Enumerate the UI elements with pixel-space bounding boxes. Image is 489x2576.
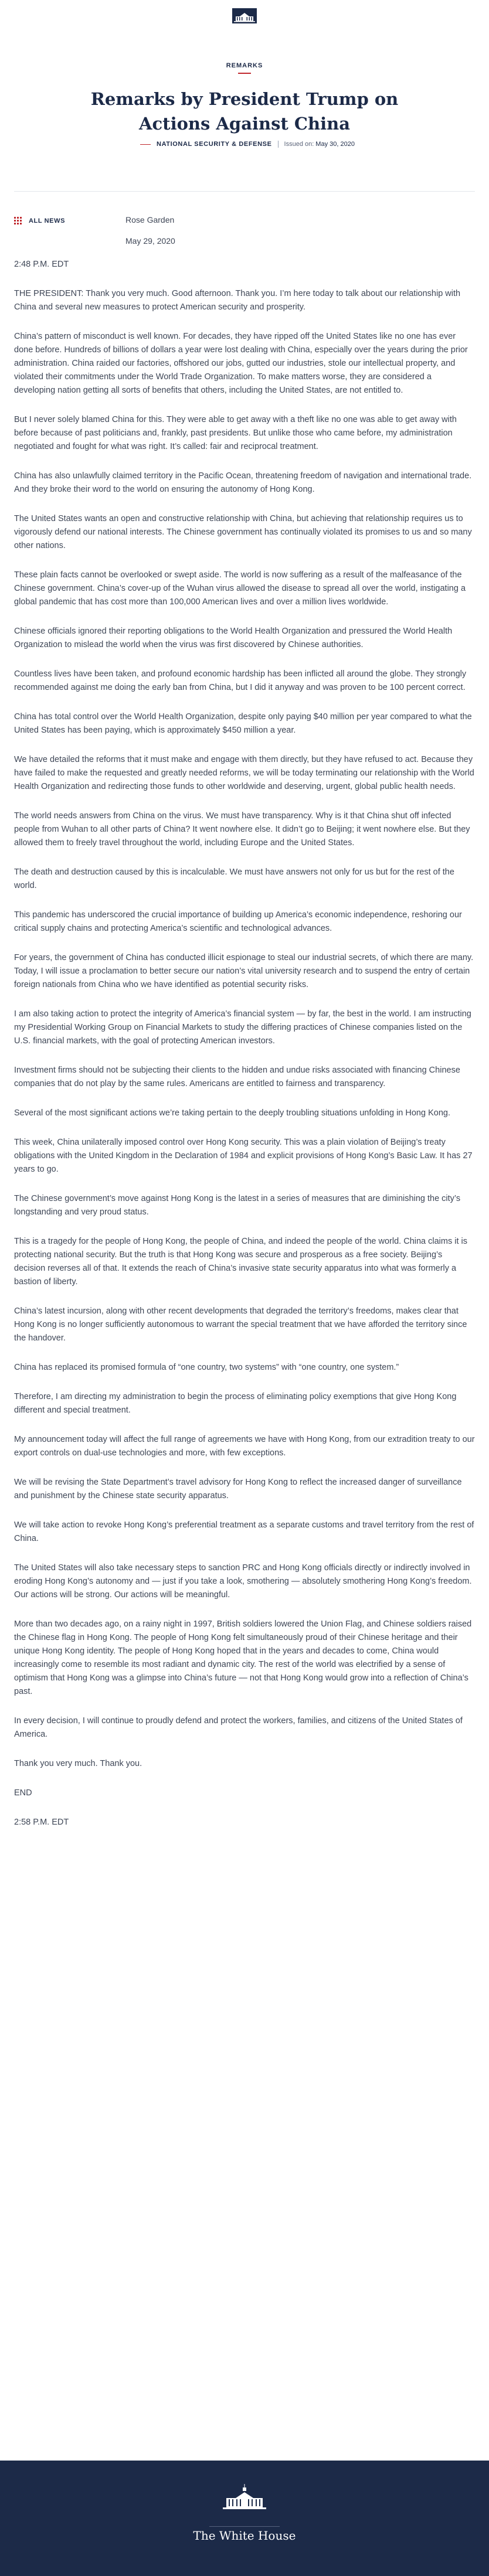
paragraph: We will take action to revoke Hong Kong’s preferential treatment as a separate customs and travel territory from the rest of China. bbox=[14, 1520, 474, 1543]
issued-date: May 30, 2020 bbox=[315, 141, 355, 148]
footer-site-name[interactable]: The White House bbox=[193, 2529, 296, 2543]
issued-label: Issued on: bbox=[284, 141, 314, 148]
footer-rule bbox=[209, 2526, 280, 2527]
article-body bbox=[14, 258, 475, 1845]
paragraph: These plain facts cannot be overlooked or swept aside. The world is now suffering as a result of the malfeasance of the Chinese government. China’s cover-up of the Wuhan virus allowed the disease to spread all over the world, instigating a global pandemic that has cost more than 100,000 American lives and over a million lives worldwide. bbox=[14, 570, 466, 607]
paragraph: China has also unlawfully claimed territory in the Pacific Ocean, threatening freedom of navigation and international trade. And they broke their word to the world on ensuring the autonomy of Hong Kong. bbox=[14, 471, 472, 494]
paragraph: China’s pattern of misconduct is well known. For decades, they have ripped off the United States like no one has ever done before. Hundreds of billions of dollars a year were lost dealing with China, especially over the years during the prior administration. China raided our factories, offshored our jobs, gutted our industries, stole our intellectual property, and violated their commitments under the World Trade Organization. To make matters worse, they are considered a developing nation getting all sorts of benefits that others, including the United States, are not entitled to. bbox=[14, 332, 468, 395]
paragraph: Countless lives have been taken, and profound economic hardship has been inflicted all around the globe. They strongly recommended against me doing the early ban from China, but I did it anyway and was proven to be 100 percent correct. bbox=[14, 669, 467, 692]
page-title: Remarks by President Trump on Actions Against China bbox=[90, 89, 399, 134]
paragraph: This is a tragedy for the people of Hong Kong, the people of China, and indeed the people of the world. China claims it is protecting national security. But the truth is that Hong Kong was secure and prosperous as a free society. Beijing’s decision reverses all of that. It extends the reach of China’s invasive state security apparatus into what was formerly a bastion of liberty. bbox=[14, 1237, 468, 1287]
end-time: 2:58 P.M. EDT bbox=[14, 1818, 69, 1827]
paragraph: This week, China unilaterally imposed control over Hong Kong security. This was a plain violation of Beijing’s treaty obligations with the United Kingdom in the Declaration of 1984 and explicit provisions of Hong Kong’s Basic Law. It has 27 years to go. bbox=[14, 1138, 473, 1174]
white-house-logo-icon[interactable] bbox=[232, 8, 257, 23]
all-news-label: ALL NEWS bbox=[29, 217, 66, 224]
paragraph: But I never solely blamed China for this. They were able to get away with a theft like no one was able to get away with before because of past politicians and, frankly, past presidents. But unlike those who came before, my administration negotiated and fought for what was right. It’s called: fair and reciprocal treatment. bbox=[14, 415, 457, 451]
meta-dash-left bbox=[140, 144, 151, 145]
paragraph: My announcement today will affect the full range of agreements we have with Hong Kong, from our extradition treaty to our export controls on dual-use technologies and more, with few exceptions. bbox=[14, 1435, 475, 1458]
kicker-underline bbox=[238, 73, 251, 74]
paragraph: Thank you very much. Thank you. bbox=[14, 1759, 142, 1768]
divider bbox=[14, 191, 475, 192]
paragraph: END bbox=[14, 1788, 32, 1798]
location-line: Rose Garden bbox=[125, 215, 175, 224]
paragraph: For years, the government of China has conducted illicit espionage to steal our industrial secrets, of which there are many. Today, I will issue a proclamation to better secure our nation’s vital university research and to suspend the entry of certain foreign nationals from China who we have identified as potential security risks. bbox=[14, 953, 474, 989]
paragraph: China has total control over the World Health Organization, despite only paying $40 million per year compared to what the United States has been paying, which is approximately $450 million a year. bbox=[14, 712, 472, 735]
date-line: May 29, 2020 bbox=[125, 236, 175, 246]
article-type-kicker[interactable]: REMARKS bbox=[226, 62, 263, 69]
site-footer bbox=[0, 2461, 489, 2576]
paragraph: We will be revising the State Department’s travel advisory for Hong Kong to reflect the increased danger of surveillance and punishment by the Chinese state security apparatus. bbox=[14, 1478, 462, 1500]
paragraph: Chinese officials ignored their reporting obligations to the World Health Organization and pressured the World Health Organization to mislead the world when the virus was first discovered by Chinese authorities. bbox=[14, 627, 453, 649]
white-house-icon[interactable] bbox=[220, 2484, 269, 2512]
paragraph: More than two decades ago, on a rainy night in 1997, British soldiers lowered the Union Flag, and Chinese soldiers raised the Chinese flag in Hong Kong. The people of Hong Kong felt simultaneously proud of their Chinese heritage and their unique Hong Kong identity. The people of Hong Kong hoped that in the years and decades to come, China would increasingly come to resemble its most radiant and dynamic city. The rest of the world was electrified by a sense of optimism that Hong Kong was a glimpse into China’s future — not that Hong Kong would grow into a reflection of China’s past. bbox=[14, 1619, 472, 1696]
paragraph: This pandemic has underscored the crucial importance of building up America’s economic independence, reshoring our critical supply chains and protecting America’s scientific and technological advances. bbox=[14, 910, 462, 933]
paragraph: We have detailed the reforms that it must make and engage with them directly, but they have refused to act. Because they have failed to make the requested and greatly needed reforms, we will be today terminating our relationship with the World Health Organization and redirecting those funds to other worldwide and deserving, urgent, global public health needs. bbox=[14, 755, 474, 791]
paragraph: China has replaced its promised formula of “one country, two systems” with “one country, one system.” bbox=[14, 1363, 399, 1372]
paragraph: China’s latest incursion, along with other recent developments that degraded the territory’s freedoms, makes clear that Hong Kong is no longer sufficiently autonomous to warrant the special treatment that we have afforded the territory since the handover. bbox=[14, 1306, 467, 1343]
paragraph: THE PRESIDENT: Thank you very much. Good afternoon. Thank you. I’m here today to talk about our relationship with China and several new measures to protect American security and prosperity. bbox=[14, 289, 461, 312]
paragraph: In every decision, I will continue to proudly defend and protect the workers, families, and citizens of the United States of America. bbox=[14, 1716, 463, 1739]
paragraph: Investment firms should not be subjecting their clients to the hidden and undue risks associated with financing Chinese companies that do not play by the same rules. Americans are entitled to fairness and transparency. bbox=[14, 1066, 460, 1088]
grid-icon bbox=[14, 217, 22, 224]
paragraph: Several of the most significant actions we’re taking pertain to the deeply troubling situations unfolding in Hong Kong. bbox=[14, 1108, 450, 1118]
paragraph: The death and destruction caused by this is incalculable. We must have answers not only for us but for the rest of the world. bbox=[14, 867, 454, 890]
paragraph: Therefore, I am directing my administration to begin the process of eliminating policy exemptions that give Hong Kong different and special treatment. bbox=[14, 1392, 457, 1415]
paragraph: The United States wants an open and constructive relationship with China, but achieving that relationship requires us to vigorously defend our national interests. The Chinese government has continually violated its promises to us and so many other nations. bbox=[14, 514, 472, 550]
paragraph: The United States will also take necessary steps to sanction PRC and Hong Kong officials directly or indirectly involved in eroding Hong Kong’s autonomy and — just if you take a look, smothering — absolutely smothering Hong Kong’s freedom. Our actions will be strong. Our actions will be meaningful. bbox=[14, 1563, 472, 1600]
all-news-link[interactable] bbox=[14, 217, 65, 224]
article-meta bbox=[0, 139, 489, 149]
paragraph: The world needs answers from China on the virus. We must have transparency. Why is it that China shut off infected people from Wuhan to all other parts of China? It went nowhere else. It didn’t go to Beijing; it went nowhere else. But they allowed them to freely travel throughout the world, including Europe and the United States. bbox=[14, 811, 470, 848]
meta-separator bbox=[278, 141, 279, 148]
start-time: 2:48 P.M. EDT bbox=[14, 260, 69, 269]
category-link[interactable]: NATIONAL SECURITY & DEFENSE bbox=[157, 141, 272, 148]
paragraph: I am also taking action to protect the integrity of America’s financial system — by far, the best in the world. I am instructing my Presidential Working Group on Financial Markets to study the differing practices of Chinese companies listed on the U.S. financial markets, with the goal of protecting American investors. bbox=[14, 1009, 471, 1046]
paragraph: The Chinese government’s move against Hong Kong is the latest in a series of measures that are diminishing the city’s longstanding and very proud status. bbox=[14, 1194, 461, 1217]
